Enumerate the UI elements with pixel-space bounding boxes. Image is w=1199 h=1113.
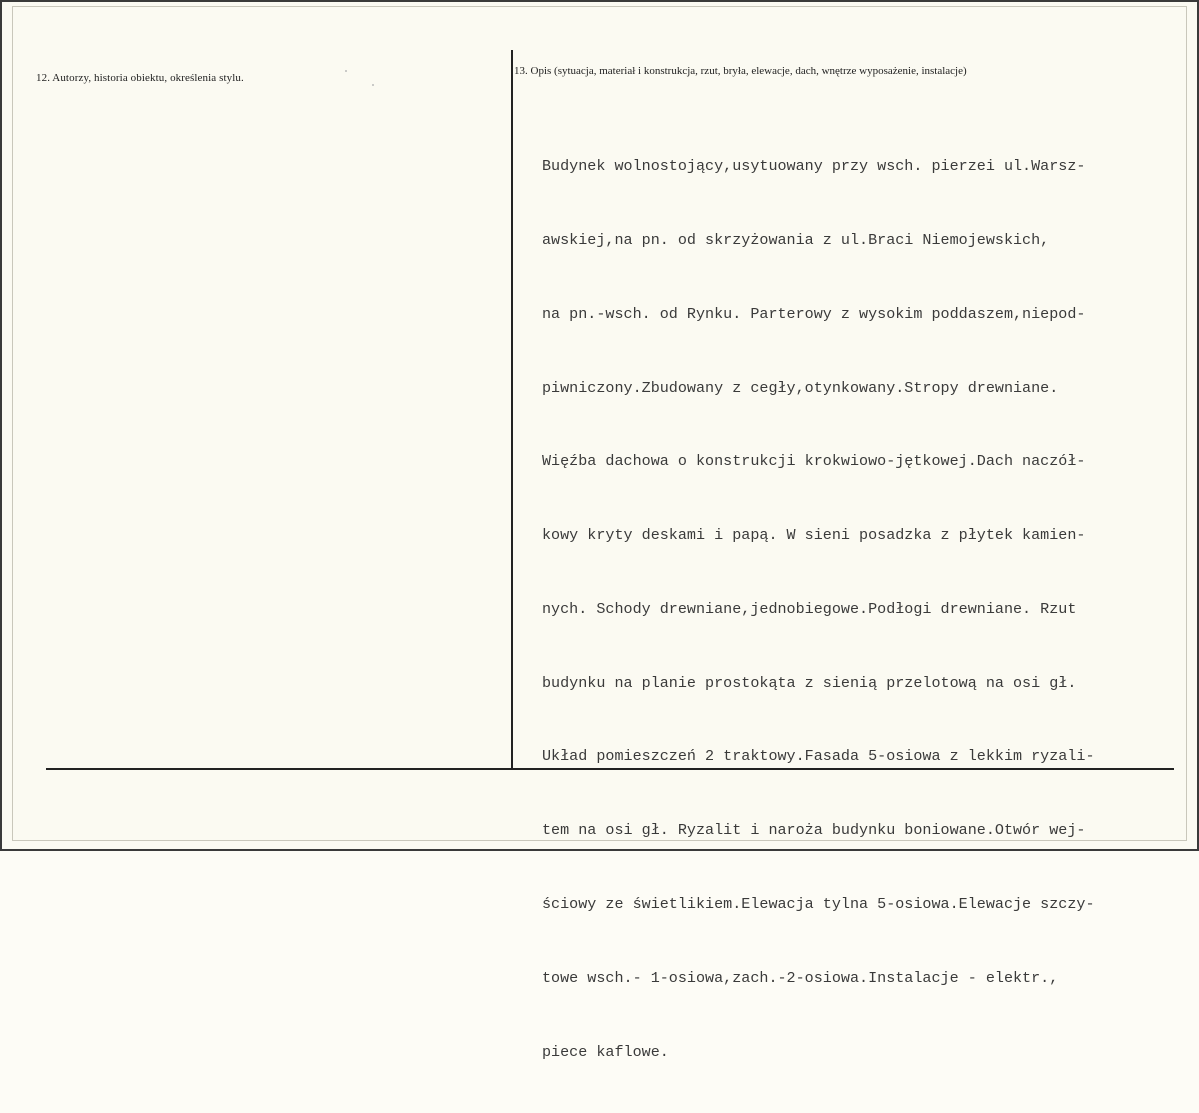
field-13-description <box>542 105 1172 1113</box>
description-line: towe wsch.- 1-osiowa,zach.-2-osiowa.Instalacje - elektr., <box>542 968 1059 987</box>
paper-speck <box>345 70 347 72</box>
description-line: tem na osi gł. Ryzalit i naroża budynku boniowane.Otwór wej- <box>542 821 1086 840</box>
description-line: kowy kryty deskami i papą. W sieni posadzka z płytek kamien- <box>542 526 1086 545</box>
description-line: budynku na planie prostokąta z sienią przelotową na osi gł. <box>542 673 1077 692</box>
field-12-heading: 12. Autorzy, historia obiektu, określenia stylu. <box>36 72 244 84</box>
description-line: ściowy ze świetlikiem.Elewacja tylna 5-osiowa.Elewacje szczy- <box>542 895 1095 913</box>
description-line: Układ pomieszczeń 2 traktowy.Fasada 5-osiowa z lekkim ryzali- <box>542 747 1095 766</box>
description-line: nych. Schody drewniane,jednobiegowe.Podłogi drewniane. Rzut <box>542 599 1077 618</box>
column-divider <box>511 50 513 768</box>
description-line: awskiej,na pn. od skrzyżowania z ul.Braci Niemojewskich, <box>542 230 1050 249</box>
description-line: piwniczony.Zbudowany z cegły,otynkowany.Stropy drewniane. <box>542 378 1059 397</box>
description-line: piece kaflowe. <box>542 1042 669 1061</box>
paper-speck <box>372 84 374 86</box>
field-13-heading: 13. Opis (sytuacja, materiał i konstrukcja, rzut, bryła, elewacje, dach, wnętrze wyposażenie, instalacje) <box>514 65 967 77</box>
description-line: na pn.-wsch. od Rynku. Parterowy z wysokim poddaszem,niepod- <box>542 304 1086 323</box>
description-line: Budynek wolnostojący,usytuowany przy wsch. pierzei ul.Warsz- <box>542 157 1086 176</box>
description-line: Więźba dachowa o konstrukcji krokwiowo-jętkowej.Dach naczół- <box>542 452 1086 471</box>
